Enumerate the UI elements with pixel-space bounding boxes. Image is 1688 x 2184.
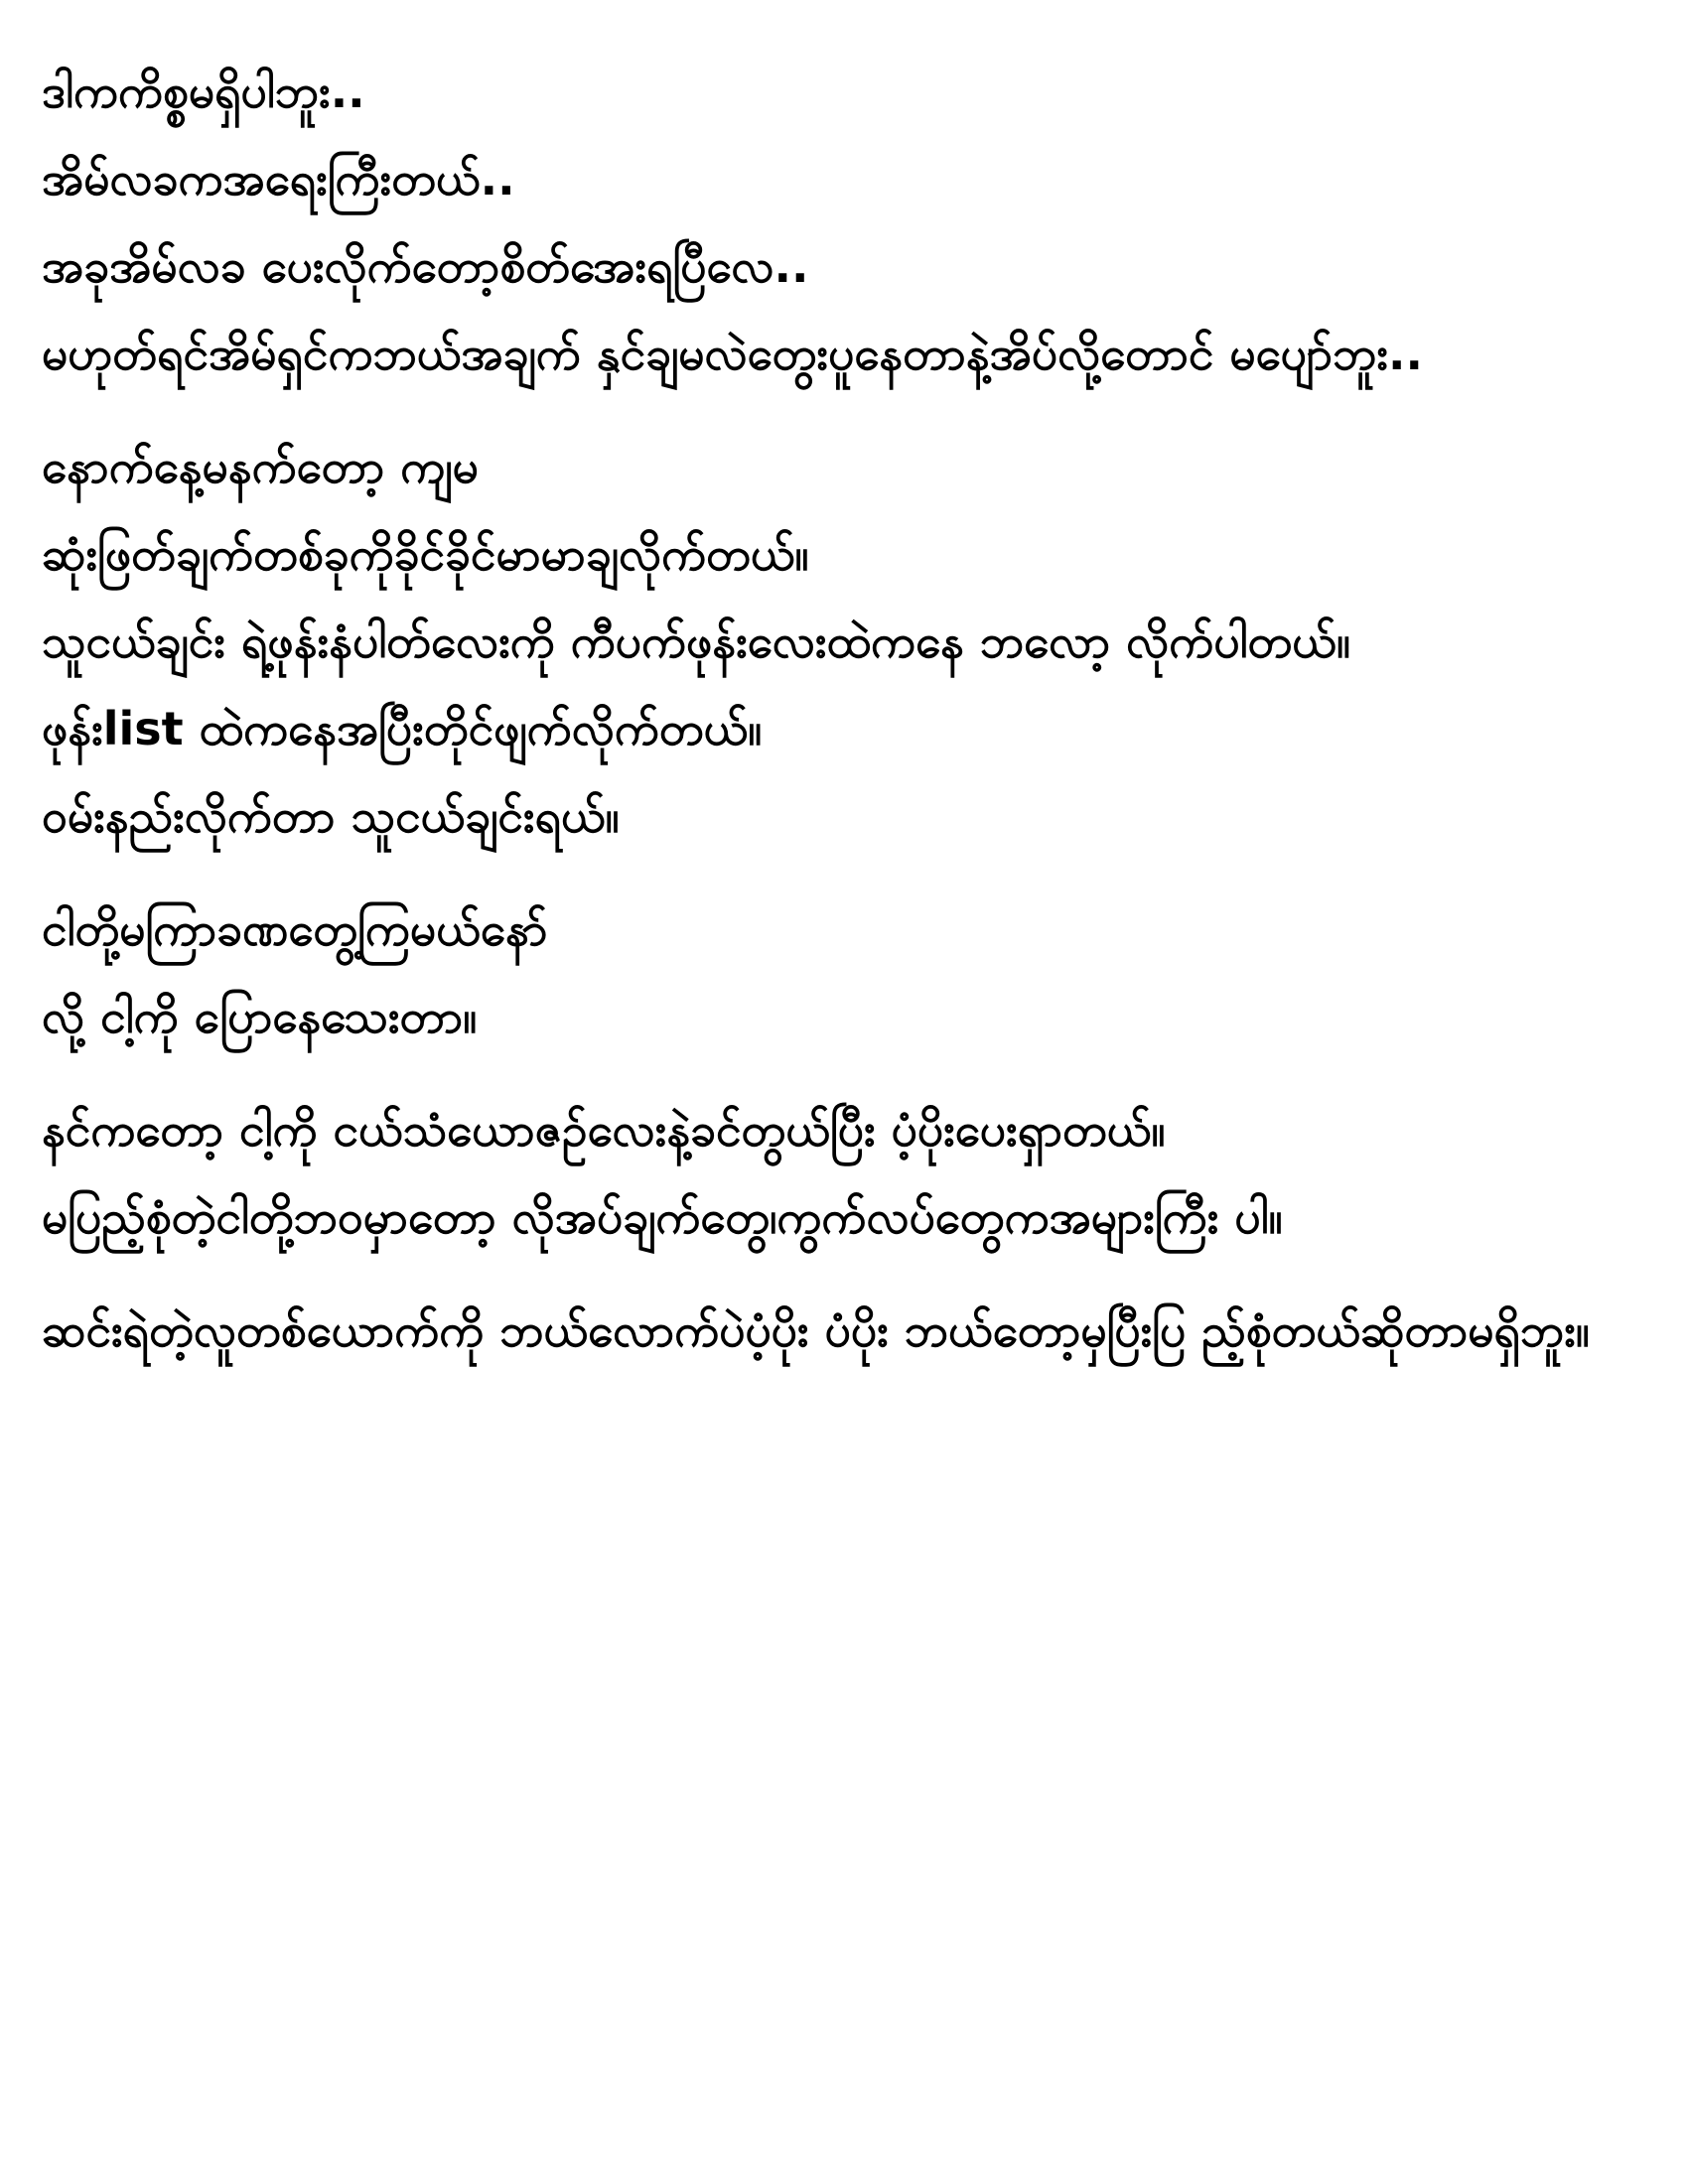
paragraph-1: ဒါကကိစ္စမရှိပါဘူး..	[42, 65, 365, 118]
paragraph-11: လို့ ငါ့ကို ပြောနေသေးတာ။	[42, 990, 478, 1043]
paragraph-3: အခုအိမ်လခ ပေးလိုက်တော့စိတ်အေးရပြီလေ..	[42, 239, 809, 293]
paragraph-13: မပြည့်စုံတဲ့ငါတို့ဘဝမှာတော့ လိုအပ်ချက်တွေ၊ကွက်လပ်တွေကအများကြီး ပါ။	[42, 1190, 1283, 1244]
paragraph-4: မဟုတ်ရင်အိမ်ရှင်ကဘယ်အချက် နှင်ချမလဲတွေးပူနေတာနဲ့အိပ်လို့တောင် မပျော်ဘူး..	[42, 327, 1424, 380]
paragraph-5: နောက်နေ့မနက်တော့ ကျမ	[42, 440, 479, 493]
paragraph-8: ဖုန်းlist ထဲကနေအပြီးတိုင်ဖျက်လိုက်တယ်။	[42, 702, 763, 755]
paragraph-10: ငါတို့မကြာခဏတွေ့ကြမယ်နော်	[42, 902, 548, 956]
paragraph-6: ဆုံးဖြတ်ချက်တစ်ခုကိုခိုင်ခိုင်မာမာချလိုက်တယ်။	[42, 527, 809, 581]
paragraph-9: ဝမ်းနည်းလိုက်တာ သူငယ်ချင်းရယ်။	[42, 789, 620, 843]
paragraph-gap	[42, 860, 1646, 886]
paragraph-14: ဆင်းရဲတဲ့လူတစ်ယောက်ကို ဘယ်လောက်ပဲပံ့ပိုး ပံပိုး ဘယ်တော့မှပြီးပြ ည့်စုံတယ်ဆိုတာမရှိဘူး။	[42, 1303, 1590, 1357]
paragraph-7: သူငယ်ချင်း ရဲ့ဖုန်းနံပါတ်လေးကို ကီပက်ဖုန်းလေးထဲကနေ ဘလော့ လိုက်ပါတယ်။	[42, 614, 1350, 668]
paragraph-gap	[42, 397, 1646, 423]
paragraph-12: နင်ကတော့ ငါ့ကို ငယ်သံယောဇဉ်လေးနဲ့ခင်တွယ်ပြီး ပံ့ပိုးပေးရှာတယ်။	[42, 1103, 1166, 1157]
paragraph-gap	[42, 1060, 1646, 1086]
paragraph-2: အိမ်လခကအရေးကြီးတယ်..	[42, 152, 515, 205]
paragraph-gap	[42, 1261, 1646, 1287]
